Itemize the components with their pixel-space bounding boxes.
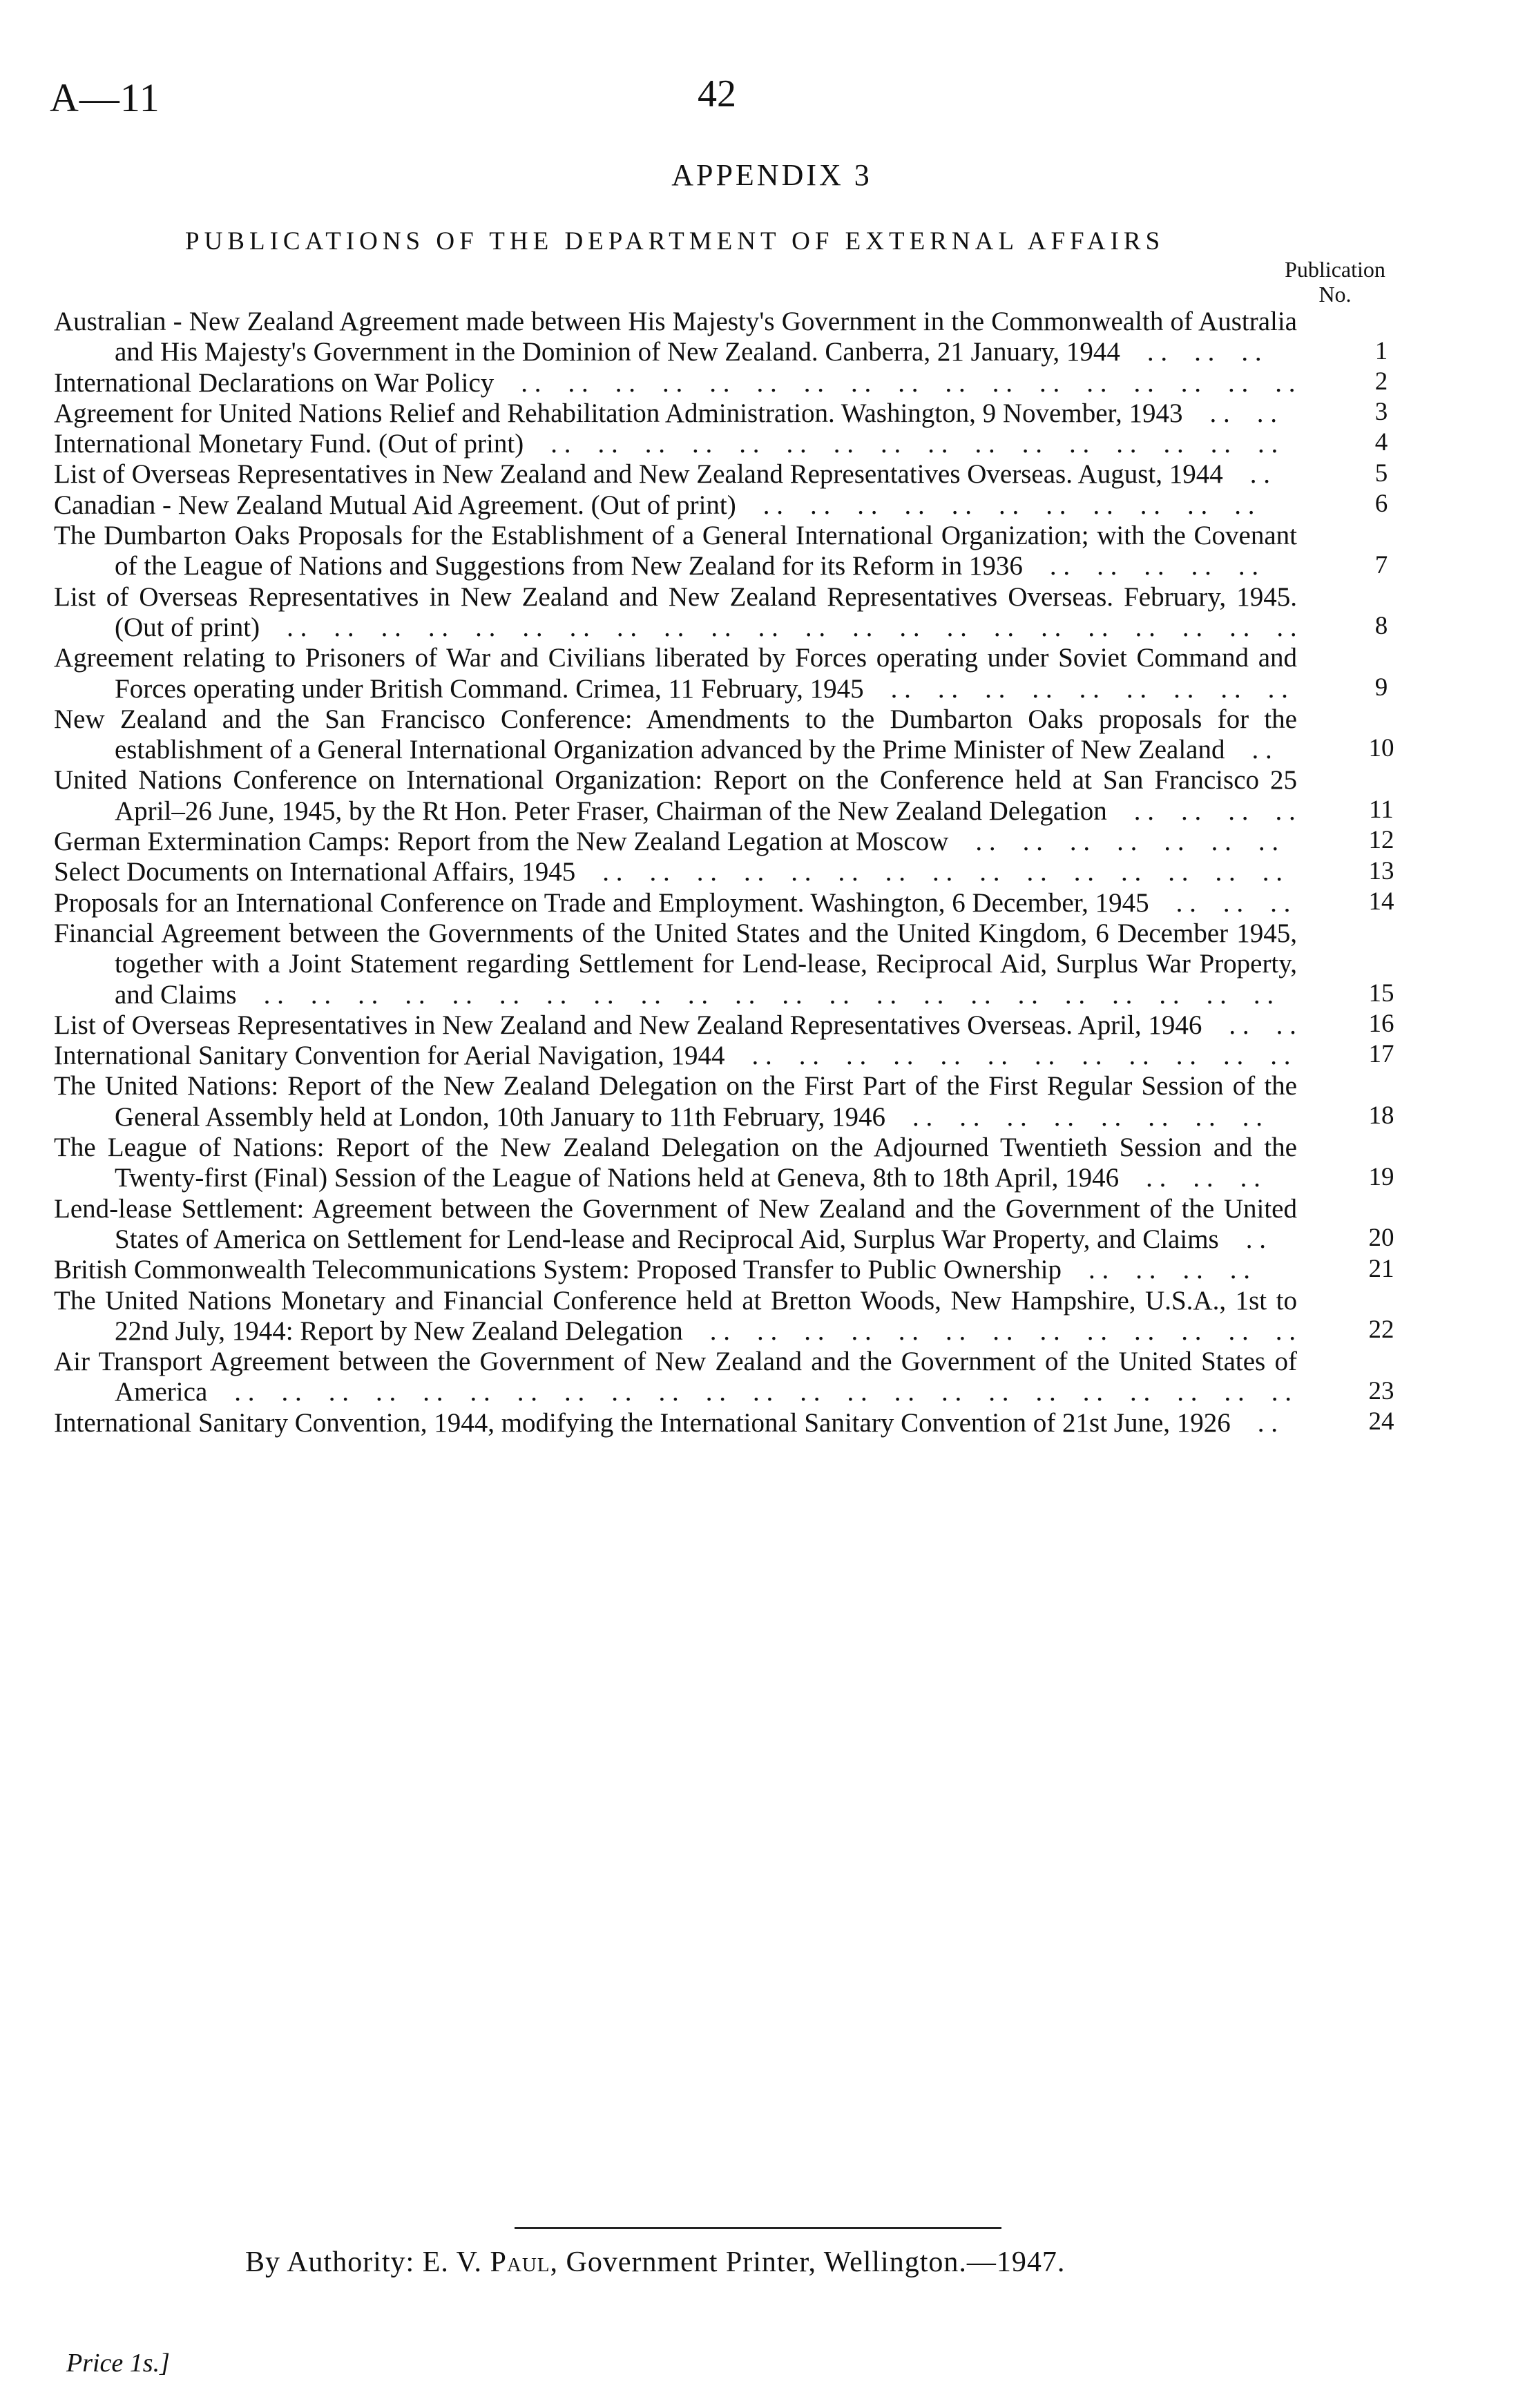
section-subtitle: PUBLICATIONS OF THE DEPARTMENT OF EXTERNAL AFFAIRS [185, 227, 1165, 256]
publication-number: 2 [1374, 367, 1388, 396]
publication-entry [54, 643, 1478, 704]
dot-leaders: . . . . . . . . [1061, 1255, 1250, 1285]
publication-number: 10 [1368, 734, 1394, 763]
dot-leaders: . . . . . . . . . . . . . . . . . . . . . . . . . . . . . . . . . . . . . . . . . . . . [236, 979, 1274, 1010]
publication-header-line2: No. [1318, 282, 1352, 307]
printer-name: E. V. Paul, [422, 2246, 558, 2278]
publication-number: 9 [1374, 673, 1388, 702]
publication-title-text: International Declarations on War Policy [54, 367, 495, 398]
publication-number: 19 [1368, 1162, 1394, 1191]
publication-title [54, 1071, 1297, 1133]
publication-title [54, 643, 1297, 704]
publication-title-text: Australian - New Zealand Agreement made between His Majesty's Government in the Commonwealth of Australia and His Majesty's Government in the Dominion of New Zealand. Canberra, 21 January, 1944 [54, 307, 1297, 367]
dot-leaders: . . . . . . . . . . . . . . . . . . . . . . . . . . . . . . . . . . [494, 367, 1296, 398]
publication-number: 5 [1374, 459, 1388, 488]
publication-entry [54, 857, 1478, 887]
publication-title [54, 521, 1297, 582]
publication-entry [54, 1041, 1478, 1071]
publication-number: 13 [1368, 856, 1394, 885]
publication-number: 22 [1368, 1316, 1394, 1345]
publication-list [54, 307, 1478, 1438]
publication-title-text: The Dumbarton Oaks Proposals for the Establishment of a General International Organization; with the Covenant of the League of Nations and Suggestions from New Zealand for its Reform in 1936 [54, 521, 1297, 581]
dot-leaders: . . . . . . . . . . . . . . . . . . . . . . . . . . [682, 1316, 1296, 1346]
publication-number: 21 [1368, 1254, 1394, 1283]
dot-leaders: . . . . . . [1119, 1163, 1260, 1193]
publication-number: 20 [1368, 1224, 1394, 1253]
publication-title [54, 1408, 1297, 1438]
publication-number: 24 [1368, 1407, 1394, 1436]
dot-leaders: . . . . [1202, 1010, 1296, 1040]
dot-leaders: . . . . . . . . . . . . . . . . . . [863, 673, 1288, 704]
publication-number: 6 [1374, 490, 1388, 519]
publication-entry [54, 490, 1478, 521]
publication-number: 18 [1368, 1101, 1394, 1130]
publication-title-text: List of Overseas Representatives in New Zealand and New Zealand Representatives Overseas. April, 1946 [54, 1010, 1202, 1040]
authority-suffix: Government Printer, Wellington.—1947. [566, 2246, 1066, 2278]
dot-leaders: . . . . . . [1120, 337, 1262, 367]
dot-leaders: . . . . . . . . . . . . . . . . . . . . . . . . . . . . . . . . . . . . . . . . . . . . [260, 612, 1297, 642]
publication-title [54, 827, 1297, 857]
publication-title [54, 857, 1297, 887]
publication-title-text: Agreement relating to Prisoners of War and Civilians liberated by Forces operating under Soviet Command and Forces operating under British Command. Crimea, 11 February, 1945 [54, 643, 1297, 704]
publication-number: 1 [1374, 336, 1388, 365]
publication-header-line1: Publication [1285, 257, 1385, 282]
publication-entry [54, 582, 1478, 644]
publication-title-text: German Extermination Camps: Report from the New Zealand Legation at Moscow [54, 827, 949, 857]
publication-title-text: Canadian - New Zealand Mutual Aid Agreement. (Out of print) [54, 490, 736, 520]
publication-entry [54, 307, 1478, 368]
publication-number-header [1256, 257, 1414, 307]
publication-entry [54, 1071, 1478, 1133]
publication-entry [54, 1255, 1478, 1285]
publication-number: 3 [1374, 398, 1388, 427]
publication-entry [54, 398, 1478, 429]
publication-title-text: International Sanitary Convention, 1944, modifying the International Sanitary Convention of 21st June, 1926 [54, 1407, 1231, 1438]
publication-number: 12 [1368, 826, 1394, 855]
publication-entry [54, 827, 1478, 857]
publication-number: 16 [1368, 1010, 1394, 1039]
publication-title-text: Air Transport Agreement between the Government of New Zealand and the Government of the United States of America [54, 1347, 1297, 1407]
publication-title-text: Lend-lease Settlement: Agreement between the Government of New Zealand and the Government of the United States of America on Settlement for Lend-lease and Reciprocal Aid, Surplus War Property, and Claims [54, 1193, 1297, 1254]
publication-entry [54, 521, 1478, 582]
publication-entry [54, 765, 1478, 827]
publication-entry [54, 459, 1478, 490]
publication-entry [54, 918, 1478, 1010]
dot-leaders: . . . . . . . . . . . . . . . . . . . . . . . . . . . . . . [575, 857, 1283, 887]
publication-entry [54, 1133, 1478, 1194]
dot-leaders: . . [1225, 735, 1272, 765]
publication-title [54, 1194, 1297, 1255]
page-number: 42 [698, 73, 736, 115]
publication-entry [54, 429, 1478, 459]
publication-title-text: List of Overseas Representatives in New Zealand and New Zealand Representatives Overseas. August, 1944 [54, 459, 1223, 490]
dot-leaders: . . [1218, 1224, 1266, 1254]
price-note: Price 1s.] [66, 2349, 170, 2378]
publication-title [54, 1255, 1297, 1285]
publication-number: 15 [1368, 979, 1394, 1008]
publication-entry [54, 704, 1478, 766]
publication-number: 14 [1368, 887, 1394, 916]
dot-leaders: . . [1222, 459, 1270, 490]
publication-title [54, 582, 1297, 644]
publication-title [54, 429, 1297, 459]
publication-title [54, 918, 1297, 1010]
dot-leaders: . . . . . . [1149, 887, 1291, 918]
publication-entry [54, 1408, 1478, 1438]
publication-title [54, 704, 1297, 766]
publication-title-text: Proposals for an International Conference on Trade and Employment. Washington, 6 December, 1945 [54, 887, 1149, 918]
footer-rule [515, 2227, 1001, 2229]
dot-leaders: . . . . . . . . . . . . . . . . . . . . . . [736, 490, 1255, 520]
publication-entry [54, 888, 1478, 918]
dot-leaders: . . . . . . . . [1106, 796, 1296, 826]
publication-title [54, 1133, 1297, 1194]
dot-leaders: . . . . . . . . . . . . . . . . . . . . . . . . . . . . . . . . [524, 429, 1278, 459]
dot-leaders: . . . . . . . . . . . . . . [948, 827, 1279, 857]
publication-title-text: United Nations Conference on International Organization: Report on the Conference held at San Francisco 25 April–26 June, 1945, by the Rt Hon. Peter Fraser, Chairman of the New Zealand Delegation [54, 765, 1297, 826]
publication-title-text: New Zealand and the San Francisco Conference: Amendments to the Dumbarton Oaks proposals for the establishment of a General International Organization advanced by the Prime Minister of New Zealand [54, 704, 1297, 765]
publication-entry [54, 1010, 1478, 1041]
dot-leaders: . . . . [1182, 398, 1277, 428]
publication-title [54, 307, 1297, 368]
publication-title [54, 1286, 1297, 1347]
dot-leaders: . . . . . . . . . . . . . . . . . . . . . . . . . . . . . . . . . . . . . . . . . . . . . . [207, 1377, 1292, 1407]
publication-number: 17 [1368, 1040, 1394, 1069]
publication-title-text: British Commonwealth Telecommunications System: Proposed Transfer to Public Ownership [54, 1255, 1062, 1285]
publication-title [54, 1347, 1297, 1408]
publication-title-text: Financial Agreement between the Governments of the United States and the United Kingdom, 6 December 1945, together with a Joint Statement regarding Settlement for Lend-lease, Reciprocal Aid, Surplus War Property, and Claims [54, 918, 1297, 1010]
publication-title [54, 765, 1297, 827]
publication-entry [54, 368, 1478, 398]
publication-number: 23 [1368, 1376, 1394, 1405]
appendix-title: APPENDIX 3 [671, 158, 872, 192]
publication-number: 8 [1374, 612, 1388, 641]
publication-title-text: List of Overseas Representatives in New Zealand and New Zealand Representatives Overseas. February, 1945. (Out of print) [54, 581, 1297, 642]
publication-entry [54, 1286, 1478, 1347]
publication-title [54, 398, 1297, 429]
publication-number: 7 [1374, 550, 1388, 579]
publication-entry [54, 1347, 1478, 1408]
publication-number: 4 [1374, 428, 1388, 457]
publication-title [54, 459, 1297, 490]
dot-leaders: . . . . . . . . . . [1022, 551, 1259, 581]
publication-title-text: The League of Nations: Report of the New Zealand Delegation on the Adjourned Twentieth Session and the Twenty-first (Final) Session of the League of Nations held at Geneva, 8th to 18th April, 1946 [54, 1133, 1297, 1193]
publication-title [54, 368, 1297, 398]
publication-title [54, 1010, 1297, 1041]
authority-prefix: By Authority: [245, 2246, 415, 2278]
publication-title [54, 490, 1297, 521]
dot-leaders: . . . . . . . . . . . . . . . . [885, 1101, 1263, 1132]
publication-entry [54, 1194, 1478, 1255]
publication-title [54, 1041, 1297, 1071]
publication-title-text: The United Nations Monetary and Financial Conference held at Bretton Woods, New Hampshire, U.S.A., 1st to 22nd July, 1944: Report by New Zealand Delegation [54, 1285, 1297, 1346]
publication-title-text: International Monetary Fund. (Out of print) [54, 429, 524, 459]
publication-title-text: The United Nations: Report of the New Zealand Delegation on the First Part of the First Regular Session of the General Assembly held at London, 10th January to 11th February, 1946 [54, 1071, 1297, 1132]
publication-title [54, 888, 1297, 918]
publication-title-text: Select Documents on International Affairs, 1945 [54, 857, 576, 887]
printer-authority [245, 2246, 1065, 2279]
dot-leaders: . . . . . . . . . . . . . . . . . . . . . . . . [725, 1041, 1291, 1071]
publication-title-text: Agreement for United Nations Relief and Rehabilitation Administration. Washington, 9 November, 1943 [54, 398, 1183, 428]
publication-title-text: International Sanitary Convention for Aerial Navigation, 1944 [54, 1041, 725, 1071]
publication-number: 11 [1369, 796, 1394, 825]
dot-leaders: . . [1230, 1407, 1278, 1438]
document-reference: A—11 [50, 75, 160, 120]
